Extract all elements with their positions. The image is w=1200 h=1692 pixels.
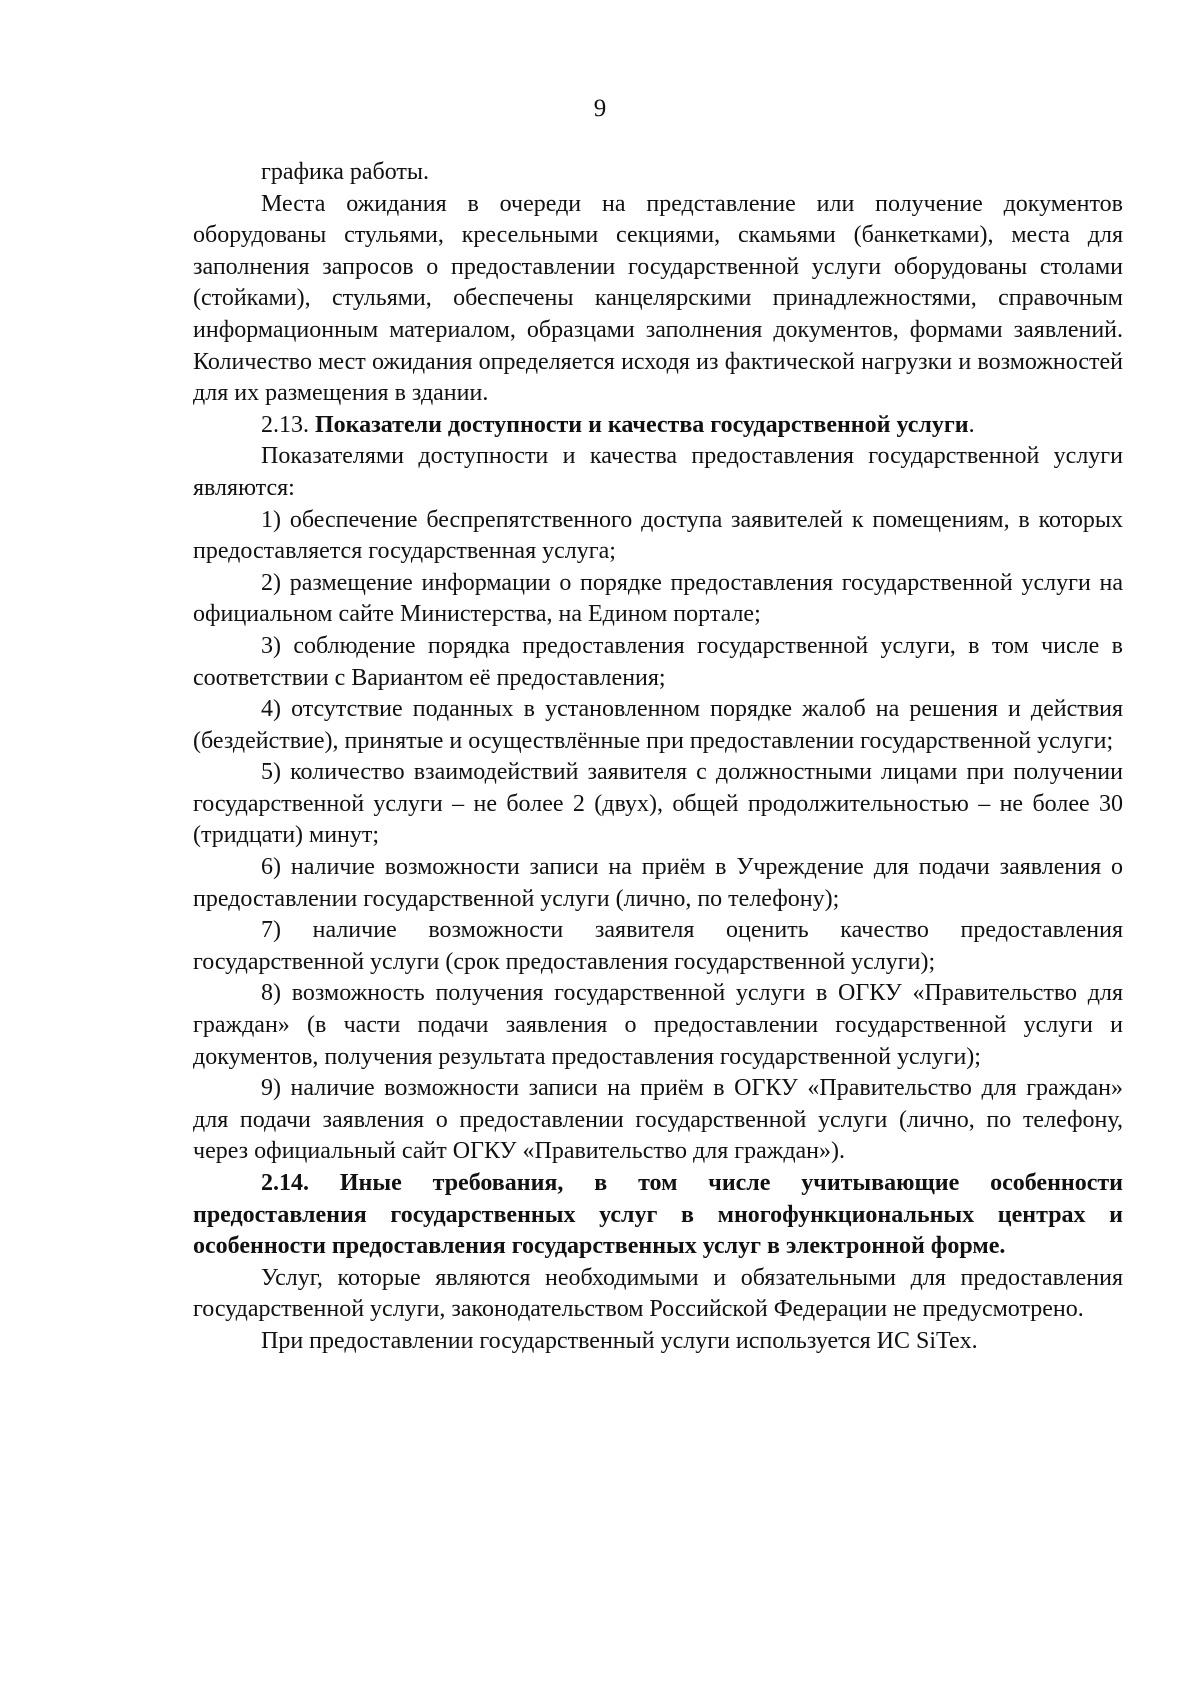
list-item-2: 2) размещение информации о порядке предоставления государственной услуги на официальном сайте Министерства, на Едином портале; [193, 569, 1123, 628]
list-item-9: 9) наличие возможности записи на приём в ОГКУ «Правительство для граждан» для подачи заявления о предоставлении государственной услуги (лично, по телефону, через официальный сайт ОГКУ «Правительство для граждан»). [193, 1075, 1123, 1165]
section-2-13-heading [193, 410, 1123, 442]
paragraph-mandatory-services: Услуг, которые являются необходимыми и обязательными для предоставления государственной услуги, законодательством Российской Федерации не предусмотрено. [193, 1264, 1123, 1323]
paragraph-indicators-intro: Показателями доступности и качества предоставления государственной услуги являются: [193, 443, 1123, 501]
section-number: 2.13. [261, 411, 315, 438]
list-item-6: 6) наличие возможности записи на приём в Учреждение для подачи заявления о предоставлении государственной услуги (лично, по телефону); [193, 854, 1123, 912]
list-item-7: 7) наличие возможности заявителя оценить качество предоставления государственной услуги (срок предоставления государственной услуги); [193, 917, 1123, 975]
paragraph-work-schedule-end: графика работы. [261, 159, 429, 185]
list-item-3: 3) соблюдение порядка предоставления государственной услуги, в том числе в соответствии с Вариантом её предоставления; [193, 632, 1123, 691]
list-item-8: 8) возможность получения государственной услуги в ОГКУ «Правительство для граждан» (в части подачи заявления о предоставлении государственной услуги и документов, получения результата предоставления государственной услуги); [193, 980, 1123, 1070]
list-item-4: 4) отсутствие поданных в установленном порядке жалоб на решения и действия (бездействие), принятые и осуществлённые при предоставлении государственной услуги; [193, 696, 1123, 754]
list-item-5: 5) количество взаимодействий заявителя с должностными лицами при получении государственной услуги – не более 2 (двух), общей продолжительностью – не более 30 (тридцати) минут; [193, 759, 1123, 849]
section-title: Показатели доступности и качества государственной услуги [315, 411, 969, 438]
section-2-14-heading: 2.14. Иные требования, в том числе учитывающие особенности предоставления государственных услуг в многофункциональных центрах и особенности предоставления государственных услуг в электронной форме. [193, 1170, 1123, 1260]
paragraph-info-system: При предоставлении государственный услуги используется ИС SiTex. [261, 1327, 978, 1354]
paragraph-waiting-areas: Места ожидания в очереди на представление или получение документов оборудованы стульями, кресельными секциями, скамьями (банкетками), места для заполнения запросов о предоставлении государственной услуги оборудованы столами (стойками), стульями, обеспечены канцелярскими принадлежностями, справочным информационным материалом, образцами заполнения документов, формами заявлений. Количество мест ожидания определяется исходя из фактической нагрузки и возможностей для их размещения в здании. [193, 190, 1123, 407]
list-item-1: 1) обеспечение беспрепятственного доступа заявителей к помещениям, в которых предоставляется государственная услуга; [193, 506, 1123, 565]
document-body [193, 157, 1123, 1358]
page-number: 9 [593, 95, 607, 122]
section-title-end: . [968, 411, 975, 438]
